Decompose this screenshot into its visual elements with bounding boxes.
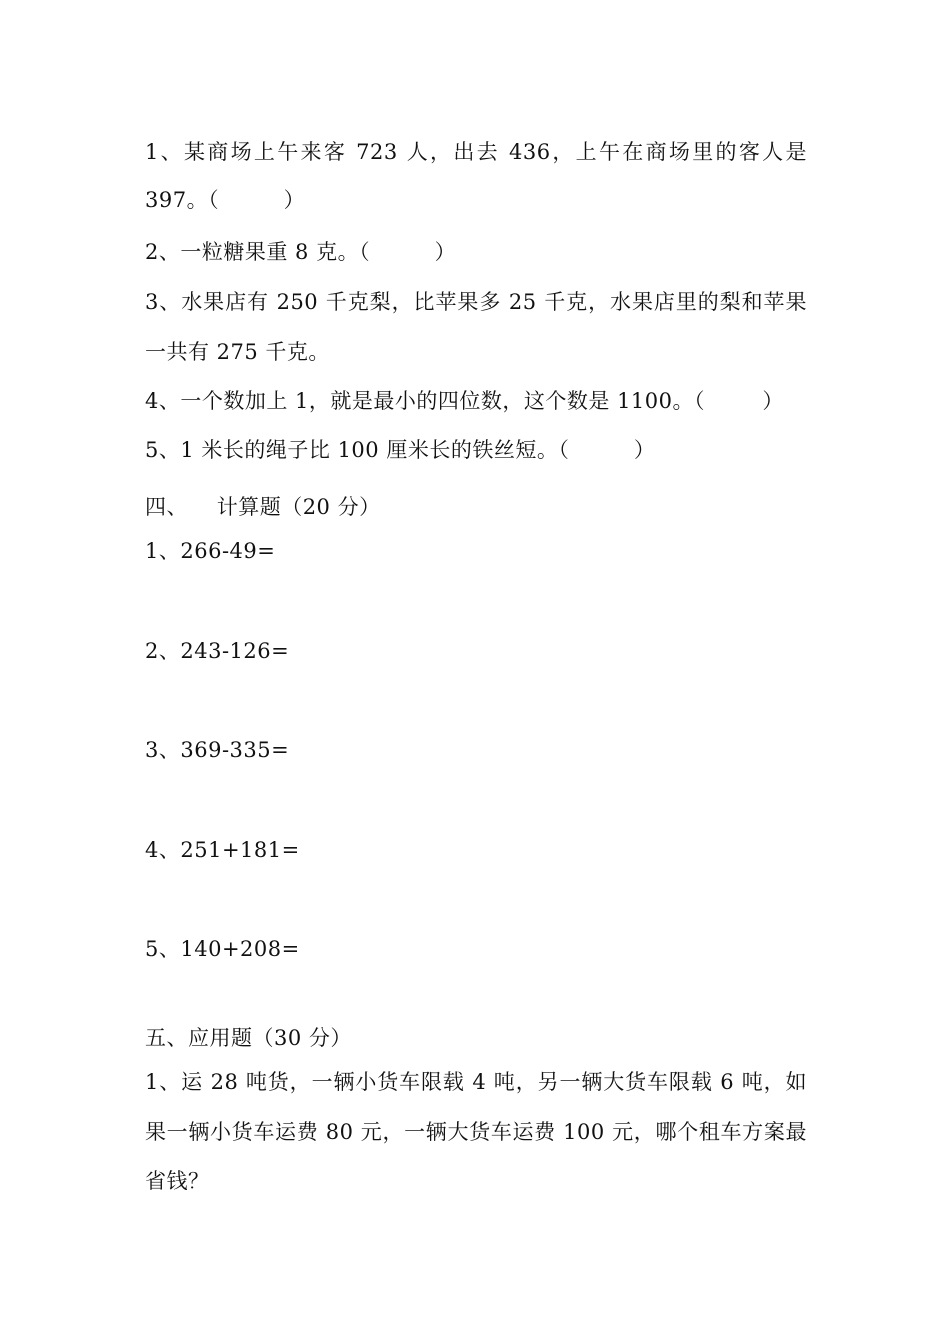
judgement-item-3-line-2: 一共有 275 千克。: [145, 340, 330, 364]
application-item-1-line-3: 省钱？: [145, 1169, 210, 1193]
application-item-1-line-2: 果一辆小货车运费 80 元，一辆大货车运费 100 元，哪个租车方案最: [145, 1120, 807, 1144]
application-item-1-line-1: 1、运 28 吨货，一辆小货车限载 4 吨，另一辆大货车限载 6 吨，如: [145, 1070, 807, 1094]
calculation-item-1: 1、266-49=: [145, 539, 276, 563]
calculation-item-2: 2、243-126=: [145, 639, 290, 663]
judgement-item-3-line-1: 3、水果店有 250 千克梨，比苹果多 25 千克，水果店里的梨和苹果: [145, 290, 807, 314]
application-heading: 五、应用题（30 分）: [145, 1026, 352, 1050]
judgement-item-1-line-2: 397。（ ）: [145, 188, 306, 212]
calculation-item-4: 4、251+181=: [145, 838, 300, 862]
calculation-item-5: 5、140+208=: [145, 937, 300, 961]
judgement-item-2: 2、一粒糖果重 8 克。（ ）: [145, 240, 457, 264]
calculation-item-3: 3、369-335=: [145, 738, 290, 762]
judgement-item-1-line-1: 1、某商场上午来客 723 人，出去 436，上午在商场里的客人是: [145, 140, 807, 164]
calculation-heading: 四、 计算题（20 分）: [145, 495, 381, 519]
judgement-item-4: 4、一个数加上 1，就是最小的四位数，这个数是 1100。（ ）: [145, 389, 784, 413]
judgement-item-5: 5、1 米长的绳子比 100 厘米长的铁丝短。（ ）: [145, 438, 656, 462]
